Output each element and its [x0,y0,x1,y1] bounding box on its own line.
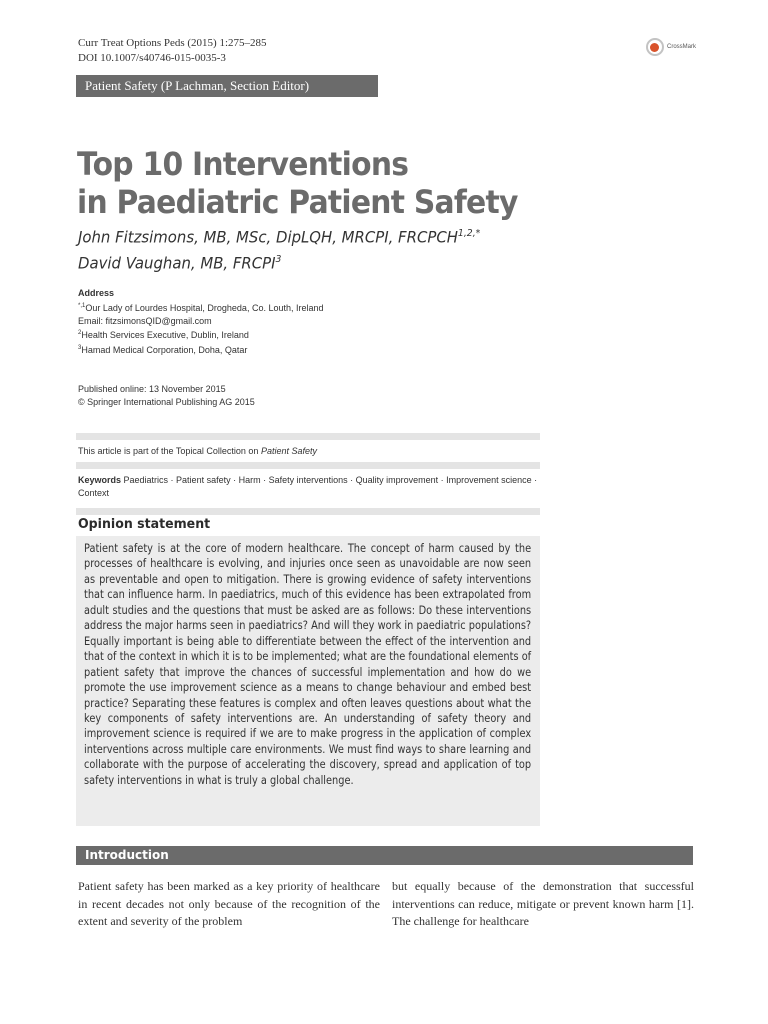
divider [76,462,540,469]
divider [76,508,540,515]
address-block [78,287,324,357]
citation-block [78,36,267,66]
opinion-statement-box [76,536,540,826]
author-2 [78,248,480,274]
affiliation-mark: *,1 [78,302,86,309]
affiliation-mark: 3 [78,345,82,352]
author-name: David Vaughan, MB, FRCPI [78,253,276,273]
topical-prefix: This article is part of the Topical Collection on [78,446,261,456]
author-name: John Fitzsimons, MB, MSc, DipLQH, MRCPI, FRCPCH [78,227,458,247]
author-list [78,222,480,275]
published-date: Published online: 13 November 2015 [78,384,226,394]
keywords-label: Keywords [78,475,122,485]
section-editor-bar: Patient Safety (P Lachman, Section Editor) [76,75,378,97]
crossmark-badge[interactable] [646,38,696,56]
title-line-2: in Paediatric Patient Safety [77,183,518,221]
title-line-1: Top 10 Interventions [77,145,409,183]
address-text: Our Lady of Lourdes Hospital, Drogheda, Co. Louth, Ireland [85,302,324,313]
opinion-heading: Opinion statement [78,516,211,532]
author-email[interactable]: Email: fitzsimonsQID@gmail.com [78,315,212,326]
address-line [78,327,324,342]
keywords-block [78,474,540,499]
keywords-list: Paediatrics · Patient safety · Harm · Safety interventions · Quality improvement · Improvement science · Context [78,475,538,498]
citation-doi[interactable]: DOI 10.1007/s40746-015-0035-3 [78,52,226,64]
author-1 [78,222,480,248]
divider [76,433,540,440]
citation-journal: Curr Treat Options Peds (2015) 1:275–285 [78,37,267,49]
body-column-left: Patient safety has been marked as a key priority of healthcare in recent decades not only because of the recognition of the extent and severity of the problem [78,879,380,928]
address-text: Hamad Medical Corporation, Doha, Qatar [81,345,248,356]
topical-collection-note [78,446,317,456]
address-heading: Address [78,288,115,298]
crossmark-label: CrossMark [666,44,696,50]
copyright: © Springer International Publishing AG 2015 [78,396,255,407]
introduction-heading: Introduction [76,846,693,865]
address-line [78,342,324,357]
opinion-text: Patient safety is at the core of modern healthcare. The concept of harm caused by the processes of healthcare is evolving, and injuries once seen as unavoidable are now seen as preventable and open to mitigation. There is growing evidence of safety interventions that can influence harm. In paediatrics, much of this evidence has been extrapolated from adult studies and the questions that must be asked are as follows: Do these interventions address the major harms seen in paediatrics? And will they work in paediatric populations? Equally important is being able to differentiate between the effect of the intervention and that of the context in which it is to be implemented; what are the foundational elements of patient safety that improve the chances of successful implementation and how do we promote the use improvement science as a means to change behaviour and embed best practice? Separating these features is complex and often leaves questions about what the key components of safety interventions are. An understanding of safety theory and improvement science is required if we are to make progress in the application of complex interventions across multiple care environments. We must find ways to share learning and collaborate with the purpose of accelerating the discovery, spread and application of top safety interventions in what is truly a global challenge. [84,542,532,787]
topical-collection-link[interactable]: Patient Safety [260,446,317,456]
author-affiliation-mark: 1,2,* [457,228,481,239]
address-line [78,315,324,328]
crossmark-icon [646,38,664,56]
publication-info [78,383,255,408]
article-title [77,145,518,221]
author-affiliation-mark: 3 [275,254,282,266]
body-column-right: but equally because of the demonstration that successful interventions can reduce, mitigate or prevent known harm [1]. The challenge for healthcare [392,879,694,928]
affiliation-mark: 2 [78,330,82,337]
address-line [78,300,324,315]
address-text: Health Services Executive, Dublin, Ireland [81,330,249,341]
